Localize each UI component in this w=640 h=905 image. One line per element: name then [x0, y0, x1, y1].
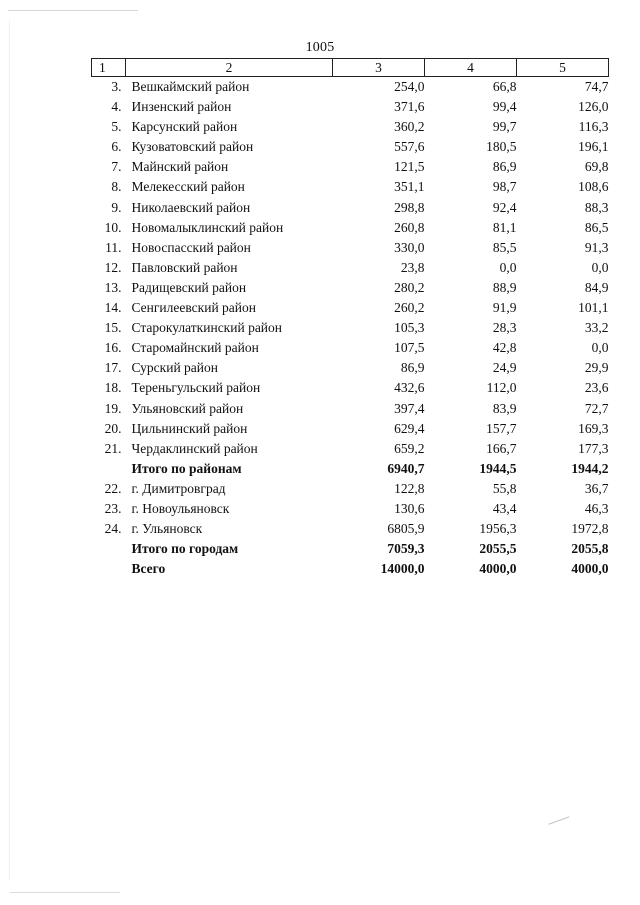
value-col-5-cell — [517, 459, 609, 479]
value-col-3: 351,1 — [394, 179, 425, 195]
value-col-4: 99,7 — [492, 119, 517, 135]
value-col-4-cell — [425, 499, 517, 519]
row-number — [92, 459, 126, 479]
value-col-5-cell — [517, 238, 609, 258]
value-col-3: 330,0 — [394, 239, 425, 255]
value-col-3: 397,4 — [394, 400, 425, 416]
value-col-3-cell — [333, 258, 425, 278]
value-col-3: 432,6 — [394, 380, 425, 396]
value-col-3: 105,3 — [394, 320, 425, 336]
value-col-4: 1944,5 — [479, 460, 517, 476]
value-col-5-cell — [517, 97, 609, 117]
value-col-3-cell — [333, 439, 425, 459]
row-number: 9. — [111, 199, 122, 215]
row-number: 3. — [111, 79, 122, 94]
value-col-5-cell — [517, 117, 609, 137]
value-col-3-cell — [333, 378, 425, 398]
table-row — [92, 97, 609, 117]
value-col-5: 33,2 — [584, 320, 609, 336]
value-col-3-cell — [333, 559, 425, 579]
scan-artifact-bottom — [10, 892, 120, 893]
value-col-5: 86,5 — [584, 219, 609, 235]
value-col-5-cell — [517, 539, 609, 559]
value-col-4-cell — [425, 358, 517, 378]
row-name: Сенгилеевский район — [131, 300, 256, 316]
table-row — [92, 419, 609, 439]
table-row — [92, 358, 609, 378]
value-col-4: 43,4 — [492, 500, 517, 516]
value-col-3-cell — [333, 539, 425, 559]
value-col-3: 298,8 — [394, 199, 425, 215]
value-col-5: 108,6 — [578, 179, 609, 195]
row-number: 7. — [111, 159, 122, 175]
value-col-3-cell — [333, 399, 425, 419]
row-name: Новоспасский район — [131, 239, 251, 255]
table-row — [92, 318, 609, 338]
row-name: Инзенский район — [131, 99, 232, 115]
row-number: 10. — [104, 219, 122, 235]
value-col-5-cell — [517, 298, 609, 318]
value-col-4: 112,0 — [486, 380, 517, 396]
value-col-5-cell — [517, 77, 609, 98]
table-row — [92, 238, 609, 258]
value-col-3: 557,6 — [394, 139, 425, 155]
value-col-4-cell — [425, 198, 517, 218]
value-col-4-cell — [425, 157, 517, 177]
row-name: Старокулаткинский район — [131, 320, 283, 336]
value-col-3: 86,9 — [400, 360, 425, 376]
table-row — [92, 479, 609, 499]
value-col-4-cell — [425, 117, 517, 137]
value-col-3: 260,8 — [394, 219, 425, 235]
row-number: 20. — [104, 420, 122, 436]
row-number — [92, 539, 126, 559]
value-col-5-cell — [517, 499, 609, 519]
row-number: 12. — [104, 259, 122, 275]
value-col-3: 629,4 — [394, 420, 425, 436]
value-col-4: 86,9 — [492, 159, 517, 175]
row-name: Николаевский район — [131, 199, 251, 215]
value-col-4-cell — [425, 439, 517, 459]
value-col-4-cell — [425, 238, 517, 258]
value-col-3-cell — [333, 298, 425, 318]
value-col-5: 72,7 — [584, 400, 609, 416]
value-col-3-cell — [333, 479, 425, 499]
table-row — [92, 519, 609, 539]
value-col-4: 81,1 — [492, 219, 517, 235]
total-row — [92, 559, 609, 579]
value-col-5: 91,3 — [584, 239, 609, 255]
value-col-5-cell — [517, 439, 609, 459]
value-col-3: 122,8 — [394, 480, 425, 496]
value-col-5: 196,1 — [578, 139, 609, 155]
row-number: 19. — [104, 400, 122, 416]
value-col-5-cell — [517, 358, 609, 378]
value-col-4: 91,9 — [492, 300, 517, 316]
value-col-4: 157,7 — [486, 420, 517, 436]
value-col-4-cell — [425, 338, 517, 358]
value-col-3-cell — [333, 238, 425, 258]
value-col-3-cell — [333, 177, 425, 197]
column-header-5: 5 — [517, 59, 609, 77]
value-col-4: 83,9 — [492, 400, 517, 416]
value-col-5-cell — [517, 258, 609, 278]
value-col-5: 0,0 — [591, 259, 609, 275]
value-col-3-cell — [333, 519, 425, 539]
table-row — [92, 278, 609, 298]
value-col-5-cell — [517, 559, 609, 579]
value-col-4-cell — [425, 298, 517, 318]
row-number: 15. — [104, 320, 122, 336]
table-row — [92, 499, 609, 519]
value-col-4-cell — [425, 378, 517, 398]
row-name: Майнский район — [131, 159, 229, 175]
value-col-4-cell — [425, 519, 517, 539]
value-col-5-cell — [517, 278, 609, 298]
value-col-4-cell — [425, 399, 517, 419]
value-col-4: 1956,3 — [479, 521, 517, 537]
row-name: Мелекесский район — [131, 179, 245, 195]
table-row — [92, 218, 609, 238]
table-row — [92, 77, 609, 98]
value-col-3: 659,2 — [394, 440, 425, 456]
row-name: Радищевский район — [131, 279, 247, 295]
row-name: г. Ульяновск — [131, 521, 203, 537]
row-name: Итого по районам — [131, 460, 242, 476]
row-number: 23. — [104, 500, 122, 516]
row-name: г. Димитровград — [131, 480, 226, 496]
value-col-4-cell — [425, 97, 517, 117]
row-number — [92, 559, 126, 579]
value-col-5: 101,1 — [578, 300, 609, 316]
value-col-3: 121,5 — [394, 159, 425, 175]
table-body — [92, 77, 609, 580]
row-name: Сурский район — [131, 360, 218, 376]
value-col-3: 6805,9 — [387, 521, 425, 537]
header-row — [92, 59, 609, 77]
scan-artifact-top — [8, 10, 138, 11]
value-col-5: 1972,8 — [571, 521, 609, 537]
value-col-5: 74,7 — [584, 79, 609, 94]
table-row — [92, 177, 609, 197]
row-number: 14. — [104, 300, 122, 316]
value-col-4-cell — [425, 539, 517, 559]
value-col-5-cell — [517, 419, 609, 439]
value-col-5: 4000,0 — [571, 561, 609, 577]
value-col-4: 66,8 — [492, 79, 517, 94]
value-col-4: 180,5 — [486, 139, 517, 155]
value-col-3-cell — [333, 117, 425, 137]
value-col-5-cell — [517, 137, 609, 157]
value-col-3-cell — [333, 358, 425, 378]
value-col-3: 360,2 — [394, 119, 425, 135]
column-header-2: 2 — [126, 59, 333, 77]
value-col-4-cell — [425, 177, 517, 197]
row-number: 17. — [104, 360, 122, 376]
row-name: Кузоватовский район — [131, 139, 254, 155]
value-col-4: 166,7 — [486, 440, 517, 456]
value-col-3: 7059,3 — [387, 541, 425, 557]
value-col-3: 14000,0 — [380, 561, 425, 577]
value-col-4-cell — [425, 258, 517, 278]
column-header-4: 4 — [425, 59, 517, 77]
value-col-3-cell — [333, 97, 425, 117]
table-row — [92, 298, 609, 318]
row-number: 8. — [111, 179, 122, 195]
value-col-4-cell — [425, 479, 517, 499]
row-name: Карсунский район — [131, 119, 238, 135]
value-col-3-cell — [333, 499, 425, 519]
scan-artifact-left — [9, 20, 10, 880]
row-name: Итого по городам — [131, 541, 239, 557]
value-col-3-cell — [333, 77, 425, 98]
value-col-3: 107,5 — [394, 340, 425, 356]
row-number: 21. — [104, 440, 122, 456]
value-col-5-cell — [517, 218, 609, 238]
row-number: 22. — [104, 480, 122, 496]
row-name: Всего — [131, 561, 166, 577]
value-col-5: 36,7 — [584, 480, 609, 496]
table-row — [92, 157, 609, 177]
value-col-4: 55,8 — [492, 480, 517, 496]
table-row — [92, 117, 609, 137]
row-name: Новомалыклинский район — [131, 219, 284, 235]
row-number: 6. — [111, 139, 122, 155]
value-col-3-cell — [333, 157, 425, 177]
value-col-3: 254,0 — [394, 79, 425, 94]
value-col-3: 371,6 — [394, 99, 425, 115]
value-col-4-cell — [425, 459, 517, 479]
row-name: Тереньгульский район — [131, 380, 261, 396]
table-row — [92, 258, 609, 278]
row-name: Чердаклинский район — [131, 440, 258, 456]
value-col-4: 85,5 — [492, 239, 517, 255]
row-name: Ульяновский район — [131, 400, 244, 416]
value-col-5: 23,6 — [584, 380, 609, 396]
value-col-3-cell — [333, 459, 425, 479]
table-row — [92, 137, 609, 157]
value-col-3: 6940,7 — [387, 460, 425, 476]
value-col-4-cell — [425, 318, 517, 338]
row-number: 5. — [111, 119, 122, 135]
value-col-3-cell — [333, 218, 425, 238]
value-col-3: 260,2 — [394, 300, 425, 316]
value-col-4: 88,9 — [492, 279, 517, 295]
total-row — [92, 539, 609, 559]
value-col-5: 88,3 — [584, 199, 609, 215]
row-name: Вешкаймский район — [131, 79, 250, 94]
row-name: Павловский район — [131, 259, 238, 275]
value-col-4-cell — [425, 137, 517, 157]
value-col-5: 116,3 — [578, 119, 609, 135]
value-col-5: 0,0 — [591, 340, 609, 356]
value-col-4: 99,4 — [492, 99, 517, 115]
value-col-4: 2055,5 — [479, 541, 517, 557]
table-row — [92, 198, 609, 218]
value-col-5-cell — [517, 198, 609, 218]
value-col-3-cell — [333, 137, 425, 157]
value-col-4: 28,3 — [492, 320, 517, 336]
district-funding-table — [91, 58, 609, 579]
value-col-4-cell — [425, 559, 517, 579]
value-col-3: 280,2 — [394, 279, 425, 295]
value-col-3-cell — [333, 278, 425, 298]
row-number: 18. — [104, 380, 122, 396]
value-col-5: 2055,8 — [571, 541, 609, 557]
value-col-5-cell — [517, 519, 609, 539]
table-row — [92, 378, 609, 398]
row-name: г. Новоульяновск — [131, 500, 230, 516]
value-col-4: 0,0 — [499, 259, 517, 275]
row-number: 11. — [105, 239, 122, 255]
row-number: 13. — [104, 279, 122, 295]
value-col-5: 1944,2 — [571, 460, 609, 476]
value-col-4-cell — [425, 77, 517, 98]
table-row — [92, 399, 609, 419]
value-col-5: 84,9 — [584, 279, 609, 295]
value-col-4: 4000,0 — [479, 561, 517, 577]
row-name: Цильнинский район — [131, 420, 248, 436]
row-number: 4. — [111, 99, 122, 115]
value-col-5-cell — [517, 177, 609, 197]
table-header — [92, 59, 609, 77]
row-number: 16. — [104, 340, 122, 356]
value-col-4: 92,4 — [492, 199, 517, 215]
value-col-5: 69,8 — [584, 159, 609, 175]
table-row — [92, 439, 609, 459]
total-row — [92, 459, 609, 479]
value-col-5-cell — [517, 338, 609, 358]
column-header-3: 3 — [333, 59, 425, 77]
value-col-5-cell — [517, 399, 609, 419]
value-col-5: 46,3 — [584, 500, 609, 516]
value-col-4: 42,8 — [492, 340, 517, 356]
value-col-5-cell — [517, 378, 609, 398]
value-col-3: 130,6 — [394, 500, 425, 516]
value-col-3-cell — [333, 198, 425, 218]
value-col-4-cell — [425, 218, 517, 238]
row-number: 24. — [104, 521, 122, 537]
value-col-4-cell — [425, 419, 517, 439]
value-col-4: 24,9 — [492, 360, 517, 376]
table-row — [92, 338, 609, 358]
column-header-1: 1 — [92, 59, 126, 77]
value-col-4: 98,7 — [492, 179, 517, 195]
value-col-5-cell — [517, 318, 609, 338]
page-number: 1005 — [305, 40, 335, 55]
value-col-5-cell — [517, 157, 609, 177]
value-col-3-cell — [333, 338, 425, 358]
value-col-3: 23,8 — [400, 259, 425, 275]
value-col-5: 169,3 — [578, 420, 609, 436]
value-col-3-cell — [333, 318, 425, 338]
scan-artifact-mark — [548, 816, 569, 824]
value-col-5: 177,3 — [578, 440, 609, 456]
value-col-5-cell — [517, 479, 609, 499]
value-col-3-cell — [333, 419, 425, 439]
value-col-5: 29,9 — [584, 360, 609, 376]
value-col-5: 126,0 — [578, 99, 609, 115]
row-name: Старомайнский район — [131, 340, 259, 356]
value-col-4-cell — [425, 278, 517, 298]
